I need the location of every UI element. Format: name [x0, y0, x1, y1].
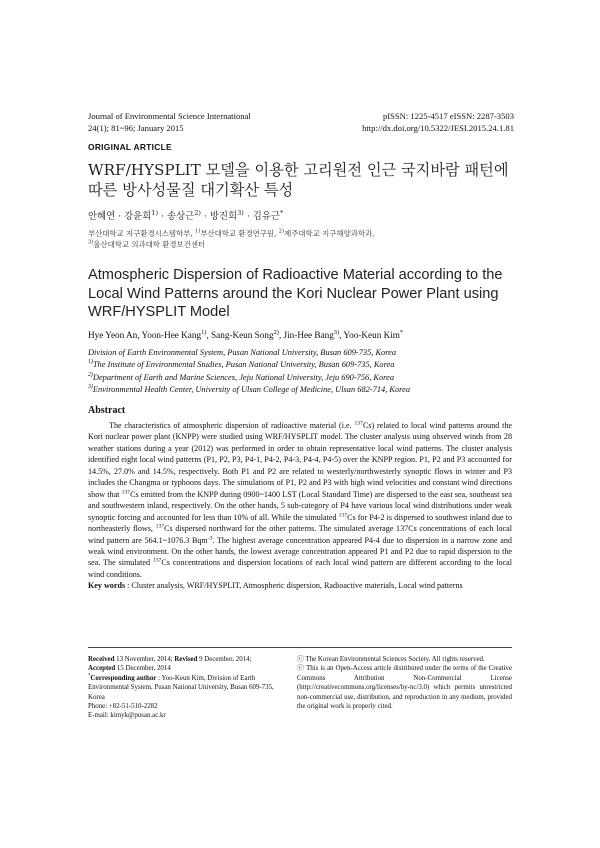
korean-author: 김유근 — [252, 211, 280, 222]
phone: Phone: +82-51-510-2282 — [88, 703, 158, 711]
affil-marker: 1) — [201, 328, 207, 336]
journal-header — [88, 110, 251, 134]
affil-marker: 2) — [194, 208, 201, 217]
korean-author: 안혜연 — [88, 211, 116, 222]
english-author: Hye Yeon An, Yoon-Hee Kang — [88, 330, 202, 340]
keywords-text: : Cluster analysis, WRF/HYSPLIT, Atmospheric dispersion, Radioactive materials, Local wind patterns — [125, 581, 463, 590]
corresponding-author: *Corresponding author : Yoo-Keun Kim, Division of Earth Environmental System, Pusan National University, Busan 609-735, Korea — [88, 673, 274, 701]
korean-author: 송상근 — [167, 211, 195, 222]
article-history: Received 13 November, 2014; Revised 9 December, 2014; Accepted 15 December, 2014 *Corresponding author : Yoo-Keun Kim, Division of Earth Environmental System, Pusan National University, Busan 609-735, Korea Phone: +82-51-510-2282 E-mail: kimyk@pusan.ac.kr — [88, 655, 288, 721]
english-author: , Jin-Hee Bang — [278, 330, 334, 340]
author-separator: · — [115, 211, 125, 222]
english-author: , Yoo-Keun Kim — [339, 330, 400, 340]
korean-affil-text: 부산대학교 환경연구원, — [200, 229, 279, 238]
abstract-body: The characteristics of atmospheric dispersion of radioactive material (i.e. $^{137}$Cs) related to local wind patterns around the Kori nuclear power plant (KNPP) were studied using WRF/HYSPLIT model. The cluster analysis using observed winds from 28 weather stations during a year (2012) was performed in order to obtain representative local wind patterns. The cluster analysis identified eight local wind patterns (P1, P2, P3, P4-1, P4-2, P4-3, P4-4, P4-5) over the KNPP region. P1, P2 and P3 accounted for 14.5%, 27.0% and 14.5%, respectively. Both P1 and P2 are related to westerly/northwesterly synoptic flows in winter and P3 includes the Changma or typhoons days. The simulations of P1, P2 and P3 with high wind velocities and constant wind directions show that $^{137}$Cs emitted from the KNPP during 0900~1400 LST (Local Standard Time) are dispersed to the east sea, southeast sea and southwestern inland, respectively. On the other hands, 5 sub-category of P4 have various local wind distributions under weak synoptic forcing and accounted for less than 10% of all. While the simulated $^{137}$Cs for P4-2 is dispersed to southwest inland due to northeasterly flows, $^{137}$Cs dispersed northward for the other patterns. The simulated average 137Cs concentrations of each local wind pattern are 564.1~1076.3 Bqm$^{-3}$. The highest average concentration appeared P4-4 due to dispersion in a narrow zone and weak wind environment. On the other hands, the lowest average concentration appeared P1 and P2 due to rapid dispersion to the sea. The simulated $^{137}$Cs concentrations and dispersion locations of each local wind pattern are different according to the local wind conditions. — [88, 420, 512, 579]
affil-marker: 2) — [273, 328, 279, 336]
author-separator: · — [243, 211, 253, 222]
issn-block — [362, 110, 514, 134]
affil-marker: 3) — [88, 239, 94, 246]
keywords-label: Key words — [88, 581, 126, 590]
korean-title-line2: 따른 방사성물질 대기확산 특성 — [88, 181, 294, 199]
issn: pISSN: 1225-4517 eISSN: 2287-3503 — [382, 111, 514, 121]
copyright-line: ⓒ The Korean Environmental Sciences Society. All rights reserved. — [297, 656, 485, 663]
journal-issue: 24(1); 81~96; January 2015 — [88, 123, 184, 133]
affil-marker: 2) — [278, 228, 285, 235]
english-title: Atmospheric Dispersion of Radioactive Material according to the Local Wind Patterns around the Kori Nuclear Power Plant using WRF/HYSPLIT Model — [88, 267, 503, 320]
copyright-notice — [297, 655, 512, 711]
korean-author: 강윤희 — [124, 211, 152, 222]
abstract-heading: Abstract — [88, 405, 126, 416]
affil-marker: 3) — [333, 328, 340, 336]
affil-marker: 1) — [195, 228, 201, 235]
affil-marker: 1) — [151, 208, 159, 217]
korean-title-line1: WRF/HYSPLIT 모델을 이용한 고리원전 인근 국지바람 패턴에 — [88, 161, 509, 179]
author-separator: · — [158, 211, 168, 222]
english-author: , Sang-Keun Song — [206, 330, 274, 340]
affiliation-line: $^{2)}$Department of Earth and Marine Sciences, Jeju National University, Jeju 690-756, Korea — [88, 372, 395, 382]
korean-affil-text: 부산대학교 지구환경시스템학부, — [88, 229, 196, 238]
keywords — [88, 580, 512, 591]
korean-affil-text: 울산대학교 의과대학 환경보건센터 — [93, 240, 206, 249]
email-link[interactable]: E-mail: kimyk@pusan.ac.kr — [88, 712, 166, 720]
korean-affil-text: 제주대학교 지구해양과학과, — [284, 229, 375, 238]
english-authors — [88, 330, 403, 340]
korean-author: 방진희 — [209, 211, 238, 222]
author-separator: · — [200, 211, 210, 222]
affiliation-line: $^{3)}$Environmental Health Center, University of Ulsan College of Medicine, Ulsan 682-714, Korea — [88, 384, 411, 395]
affil-marker: 3) — [237, 208, 244, 217]
korean-authors — [88, 208, 283, 222]
affiliation-line: Division of Earth Environmental System, Pusan National University, Busan 609-735, Korea — [88, 348, 397, 357]
doi-link[interactable]: http://dx.doi.org/10.5322/JESI.2015.24.1.81 — [362, 123, 514, 133]
corresponding-marker: * — [279, 208, 284, 217]
journal-name: Journal of Environmental Science International — [88, 111, 251, 121]
footnote-divider — [88, 647, 512, 648]
corresponding-marker: * — [399, 328, 404, 336]
affiliation-line: $^{1)}$The Institute of Environmental Studies, Pusan National University, Busan 609-735, Korea — [88, 359, 395, 370]
license-text: ⓒ This is an Open-Access article distributed under the terms of the Creative Commons Attribution Non-Commercial License (http://creativecommons.org/licenses/by-nc/3.0) which permits unrestricted non-commercial use, distribution, and reproduction in any medium, provided the original work is properly cited. — [297, 665, 512, 711]
article-type: ORIGINAL ARTICLE — [88, 142, 172, 152]
english-affiliations — [88, 347, 410, 397]
korean-title — [88, 160, 528, 200]
korean-affiliations — [88, 228, 374, 250]
